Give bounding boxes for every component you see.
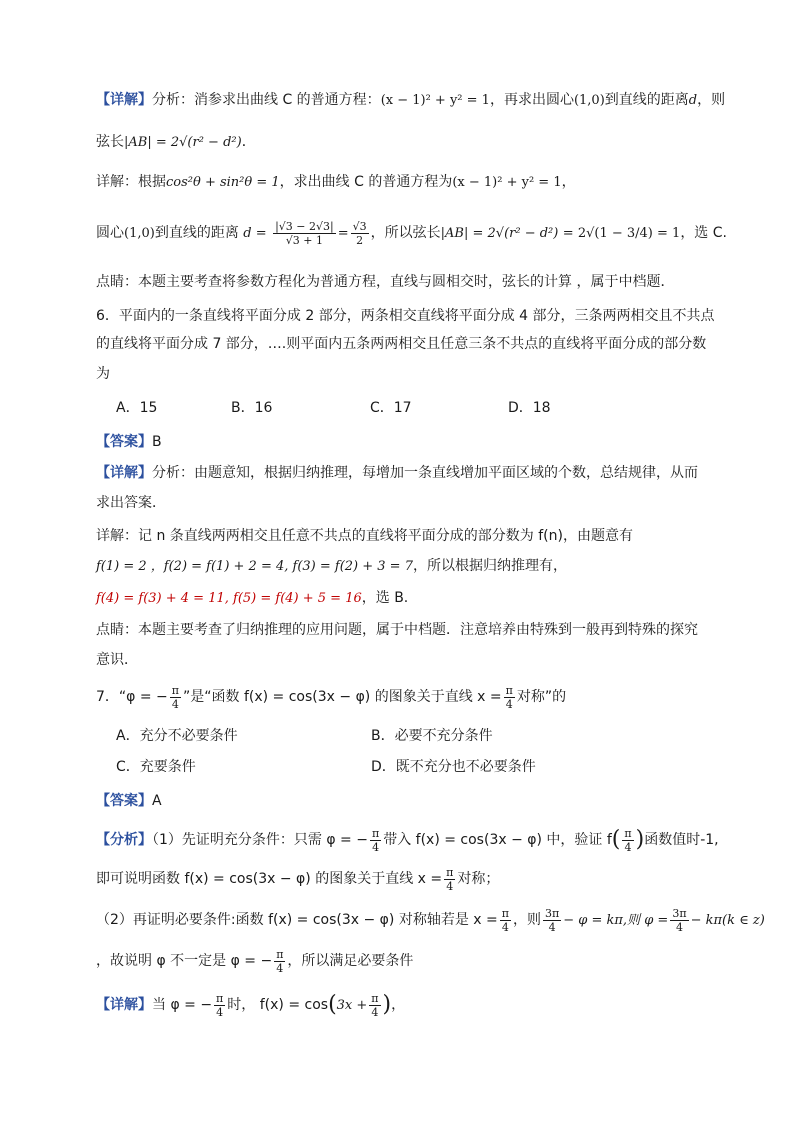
q6-option-c: C．17: [370, 400, 412, 416]
q6-stem-1: 6．平面内的一条直线将平面分成 2 部分，两条相交直线将平面分成 4 部分，三条两两相交且不共点: [96, 308, 715, 324]
q6-option-d: D．18: [508, 400, 551, 416]
chord-formula: |AB| = 2√(r² − d²): [124, 135, 242, 150]
q5-distance-line: 圆心(1,0)到直线的距离 d = $\frac{|√3 - 2√3|}{√3 + 1}$ = $\frac{√3}{2}$ ，所以弦长|AB| = 2√(r² − d²) = 2√(1 − 3/4) = 1，选 C.: [96, 219, 727, 247]
q7-analysis-1: 【分析】（1）先证明充分条件：只需 φ = − $\frac{\pi}{4}$ 带入 f(x) = cos(3x − φ) 中，验证 f( $\frac{\pi}{4}$ )函数值时-1,: [96, 826, 719, 854]
q6-detail-4: f(1) = 2 ，f(2) = f(1) + 2 = 4, f(3) = f(2) + 3 = 7，所以根据归纳推理有，: [96, 558, 567, 574]
q5-analysis-line: 【详解】分析：消参求出曲线 C 的普通方程：(x − 1)² + y² = 1，再求出圆心(1,0)到直线的距离d，则: [96, 92, 726, 108]
q6-detail-3: 详解：记 n 条直线两两相交且任意不共点的直线将平面分成的部分数为 f(n)，由题意有: [96, 528, 633, 544]
q6-comment-1: 点睛：本题主要考查了归纳推理的应用问题，属于中档题．注意培养由特殊到一般再到特殊的探究: [96, 622, 698, 638]
detail-tag: 【详解】: [96, 92, 152, 108]
q5-comment: 点睛：本题主要考查将参数方程化为普通方程，直线与圆相交时，弦长的计算 ，属于中档题．: [96, 274, 675, 290]
q7-analysis-4: ，故说明 φ 不一定是 φ = − $\frac{\pi}{4}$ ，所以满足必要条件: [96, 947, 414, 975]
q7-answer: A: [152, 793, 162, 809]
q6-option-a: A．15: [116, 400, 158, 416]
q7-detail: 【详解】当 φ = − $\frac{\pi}{4}$ 时， f(x) = cos(3x + $\frac{\pi}{4}$ )，: [96, 991, 406, 1019]
q6-detail-1: 【详解】分析：由题意知，根据归纳推理，每增加一条直线增加平面区域的个数，总结规律，从而: [96, 465, 698, 481]
q5-detail-line: 详解：根据cos²θ + sin²θ = 1，求出曲线 C 的普通方程为(x − 1)² + y² = 1，: [96, 174, 576, 190]
q5-chord-line: 弦长|AB| = 2√(r² − d²)．: [96, 134, 256, 150]
q7-analysis-3: （2）再证明必要条件:函数 f(x) = cos(3x − φ) 对称轴若是 x = $\frac{\pi}{4}$ ，则 $\frac{3\pi}{4}$ − φ = kπ,则 φ = $\frac{3\pi}{4}$ − kπ(k ∈ z): [96, 906, 765, 934]
q6-detail-5: f(4) = f(3) + 4 = 11, f(5) = f(4) + 5 = 16，选 B.: [96, 590, 409, 606]
q6-option-b: B．16: [231, 400, 273, 416]
distance-result: $\frac{√3}{2}$: [352, 219, 367, 247]
distance-fraction: $\frac{|√3 - 2√3|}{√3 + 1}$: [275, 219, 334, 247]
q7-option-a: A．充分不必要条件: [116, 728, 238, 744]
q6-detail-2: 求出答案．: [96, 495, 166, 511]
q6-answer-line: 【答案】B: [96, 434, 162, 450]
q7-analysis-2: 即可说明函数 f(x) = cos(3x − φ) 的图象关于直线 x = $\frac{\pi}{4}$ 对称；: [96, 865, 500, 893]
q6-stem-2: 的直线将平面分成 7 部分，….则平面内五条两两相交且任意三条不共点的直线将平面分成的部分数: [96, 336, 707, 352]
q7-option-c: C．充要条件: [116, 759, 196, 775]
q6-stem-3: 为: [96, 366, 110, 382]
q7-stem: 7．“φ = − $\frac{\pi}{4}$ ”是“函数 f(x) = cos(3x − φ) 的图象关于直线 x = $\frac{\pi}{4}$ 对称”的: [96, 683, 567, 711]
q6-answer: B: [152, 434, 162, 450]
q7-answer-line: 【答案】A: [96, 793, 162, 809]
q7-option-b: B．必要不充分条件: [371, 728, 493, 744]
circle-equation: (x − 1)² + y² = 1: [380, 93, 490, 108]
q6-comment-2: 意识．: [96, 652, 138, 668]
q7-option-d: D．既不充分也不必要条件: [371, 759, 536, 775]
